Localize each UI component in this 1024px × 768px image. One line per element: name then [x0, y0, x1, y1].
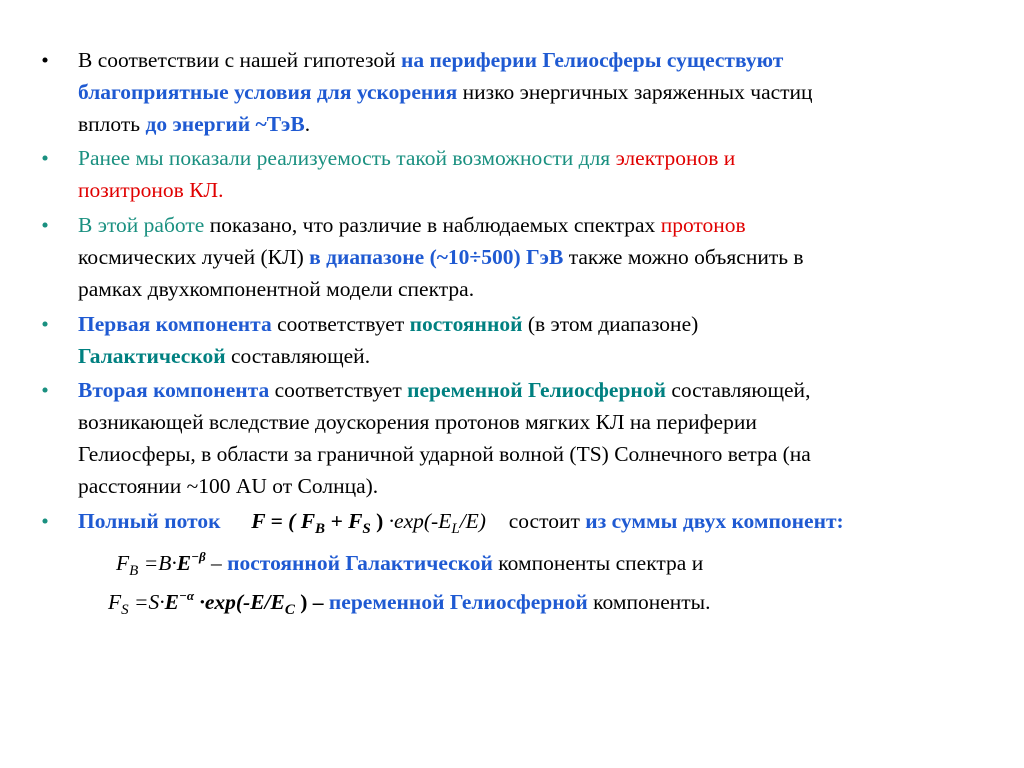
bullet-3	[41, 209, 993, 305]
highlight-text: Вторая компонента	[78, 378, 270, 402]
text: Гелиосферы, в области за граничной ударной волной (TS) Солнечного ветра (на	[78, 442, 811, 466]
bullet-4-line-2	[78, 340, 993, 372]
text: показано, что различие в наблюдаемых спектрах	[204, 213, 661, 237]
formula-text: =S·	[128, 590, 165, 614]
formula-text: /E)	[459, 509, 486, 533]
bullet-3-line-2	[78, 241, 993, 273]
formula-text: ·exp(-E	[388, 509, 452, 533]
bullet-marker: •	[41, 48, 49, 72]
text: расстоянии ~100 AU от Солнца).	[78, 474, 379, 498]
formula-symbol: E	[164, 590, 179, 614]
text: рамках двухкомпонентной модели спектра.	[78, 277, 475, 301]
formula-fs	[108, 580, 710, 626]
bullet-4-line-1	[78, 308, 993, 340]
bullet-4	[41, 308, 993, 372]
bullet-1-line-2	[78, 76, 993, 108]
highlight-text: благоприятные условия для ускорения	[78, 80, 458, 104]
formula-subscript: B	[129, 563, 139, 579]
bullet-3-line-1	[78, 209, 993, 241]
bullet-6-line-1	[78, 505, 993, 545]
text: (в этом диапазоне)	[522, 312, 699, 336]
bullet-3-line-3	[78, 273, 993, 305]
text: соответствует	[269, 378, 408, 402]
highlight-text: Полный поток	[78, 509, 221, 533]
teal-bold-text: переменной Гелиосферной	[407, 378, 666, 402]
formula-subscript: S	[121, 602, 129, 618]
highlight-text: Первая компонента	[78, 312, 272, 336]
bullet-5-line-2	[78, 406, 993, 438]
text: составляющей.	[225, 344, 371, 368]
text: составляющей,	[665, 378, 811, 402]
bullet-5-line-4	[78, 470, 993, 502]
formula-subscript: B	[315, 521, 326, 537]
formula-text: =B·	[138, 551, 177, 575]
bullet-marker: •	[41, 213, 49, 237]
formula-text: + F	[330, 509, 363, 533]
bullet-1-line-3	[78, 108, 993, 140]
bullet-1-line-1	[78, 44, 993, 76]
text: низко энергичных заряженных частиц	[457, 80, 813, 104]
text: также можно объяснить в	[563, 245, 804, 269]
bullet-marker: •	[41, 378, 49, 402]
bullet-1	[41, 44, 993, 140]
bullet-5-line-3	[78, 438, 993, 470]
bullet-2-line-2	[78, 174, 993, 206]
red-text: протонов	[660, 213, 746, 237]
text: состоит	[508, 509, 586, 533]
text: компоненты.	[587, 590, 711, 614]
red-text: позитронов КЛ.	[78, 178, 224, 202]
formula-subscript: S	[362, 521, 371, 537]
highlight-text: на периферии Гелиосферы существуют	[401, 48, 784, 72]
formula-subscript: C	[284, 602, 295, 618]
formula-superscript: −α	[179, 588, 195, 603]
highlight-text: переменной Гелиосферной	[328, 590, 588, 614]
formula-subscript: L	[451, 521, 460, 537]
bullet-2-line-1	[78, 142, 993, 174]
formula-superscript: −β	[191, 549, 206, 564]
highlight-text: до энергий ~ТэВ	[145, 112, 305, 136]
text: вплоть	[78, 112, 146, 136]
highlight-text: постоянной Галактической	[227, 551, 493, 575]
text: возникающей вследствие доускорения протонов мягких КЛ на периферии	[78, 410, 757, 434]
highlight-text: из суммы двух компонент:	[585, 509, 844, 533]
red-text: электронов и	[615, 146, 736, 170]
bullet-6	[41, 505, 993, 545]
text: соответствует	[271, 312, 410, 336]
formula-text: ·exp(-E/E	[194, 590, 285, 614]
teal-text: В этой работе	[78, 213, 205, 237]
text: компоненты спектра и	[492, 551, 704, 575]
text: космических лучей (КЛ)	[78, 245, 310, 269]
text: Ранее мы показали реализуемость такой возможности для	[78, 146, 616, 170]
formula-text: )	[376, 509, 389, 533]
formula-symbol: E	[176, 551, 192, 575]
text: .	[304, 112, 311, 136]
bullet-marker: •	[41, 312, 49, 336]
text: В соответствии с нашей гипотезой	[78, 48, 402, 72]
text: –	[205, 551, 228, 575]
highlight-text: в диапазоне (~10÷500) ГэВ	[309, 245, 564, 269]
teal-bold-text: постоянной	[409, 312, 523, 336]
formula-symbol: F	[116, 551, 130, 575]
teal-bold-text: Галактической	[78, 344, 226, 368]
bullet-5	[41, 374, 993, 502]
bullet-2	[41, 142, 993, 206]
bullet-5-line-1	[78, 374, 993, 406]
formula-symbol: F	[108, 590, 122, 614]
formula-text: F = ( F	[251, 509, 316, 533]
bullet-marker: •	[41, 146, 49, 170]
bullet-marker: •	[41, 509, 49, 533]
formula-text: ) –	[294, 590, 329, 614]
